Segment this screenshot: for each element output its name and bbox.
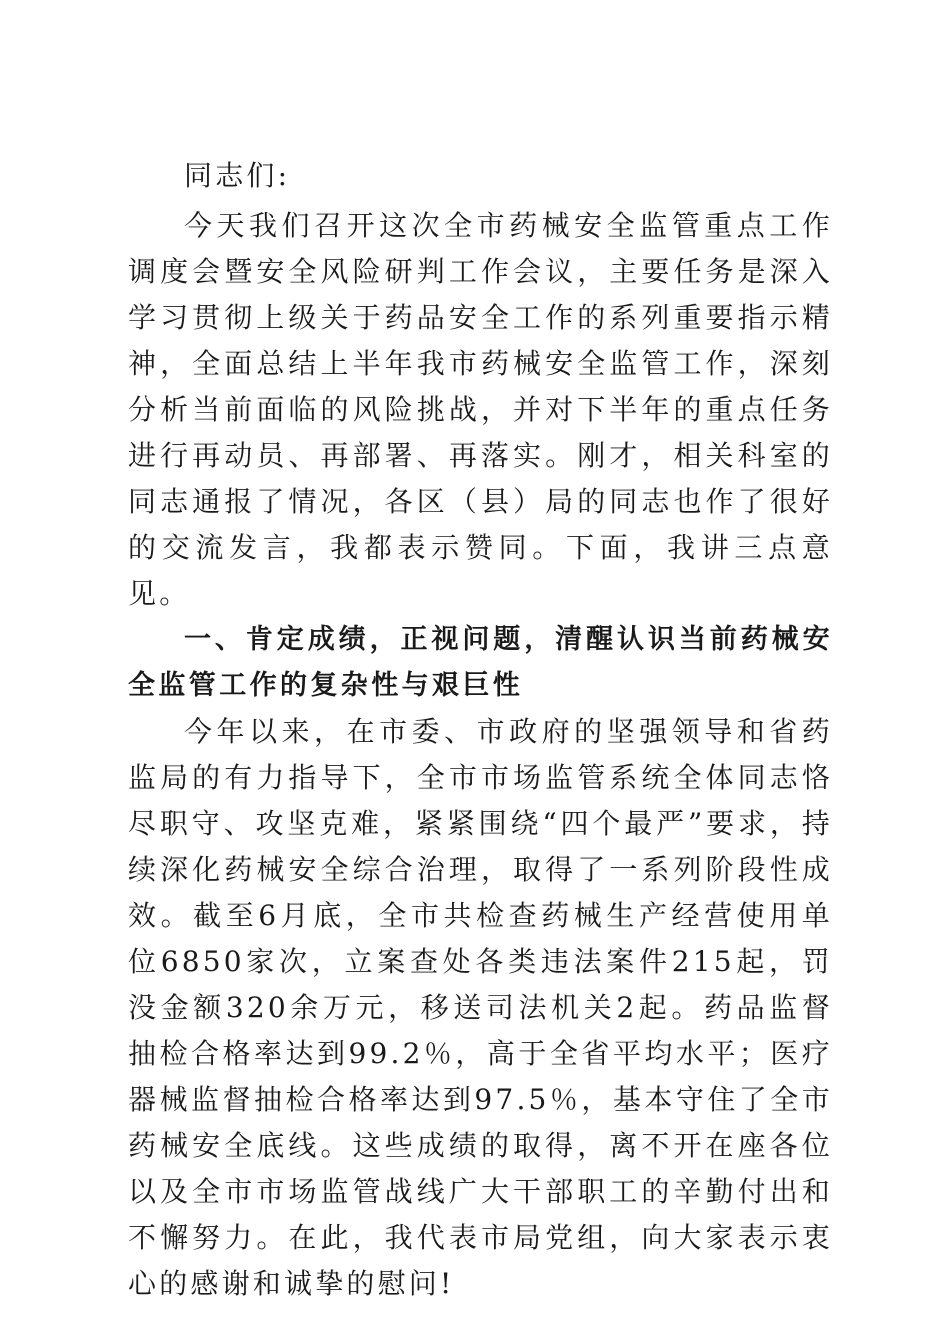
section-heading: 一、肯定成绩，正视问题，清醒认识当前药械安全监管工作的复杂性与艰巨性 [128,624,833,701]
section-paragraph: 今年以来，在市委、市政府的坚强领导和省药监局的有力指导下，全市市场监管系统全体同志恪尽职守、攻坚克难，紧紧围绕“四个最严”要求，持续深化药械安全综合治理，取得了一系列阶段性成效。截至6月底，全市共检查药械生产经营使用单位6850家次，立案查处各类违法案件215起，罚没金额320余万元，移送司法机关2起。药品监督抽检合格率达到99.2％，高于全省平均水平；医疗器械监督抽检合格率达到97.5％，基本守住了全市药械安全底线。这些成绩的取得，离不开在座各位以及全市市场监管战线广大干部职工的辛勤付出和不懈努力。在此，我代表市局党组，向大家表示衷心的感谢和诚挚的慰问! [128,715,833,1300]
opening-paragraph: 今天我们召开这次全市药械安全监管重点工作调度会暨安全风险研判工作会议，主要任务是深入学习贯彻上级关于药品安全工作的系列重要指示精神，全面总结上半年我市药械安全监管工作，深刻分析当前面临的风险挑战，并对下半年的重点任务进行再动员、再部署、再落实。刚才，相关科室的同志通报了情况，各区（县）局的同志也作了很好的交流发言，我都表示赞同。下面，我讲三点意见。 [128,209,833,610]
greeting: 同志们: [184,159,291,192]
document-body [128,152,833,1307]
